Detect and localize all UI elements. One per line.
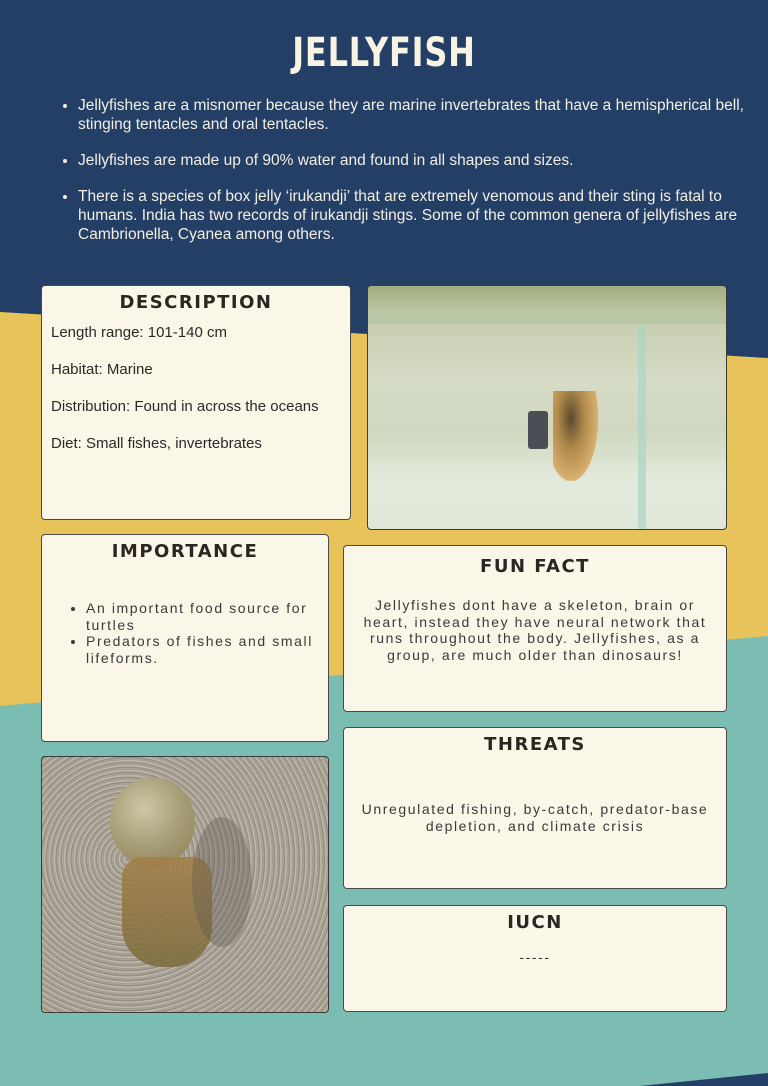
importance-heading: IMPORTANCE (111, 541, 259, 562)
description-distribution: Distribution: Found in across the oceans (51, 398, 319, 415)
intro-list (60, 96, 758, 261)
threats-card (343, 727, 727, 889)
intro-item: • Jellyfishes are a misnomer because they are marine invertebrates that have a hemispherical bell, stinging tentacles and oral tentacles. (78, 96, 758, 134)
threats-text: Unregulated fishing, by-catch, predator-base depletion, and climate crisis (361, 801, 709, 834)
iucn-card (343, 905, 727, 1012)
fun-fact-heading: FUN FACT (480, 556, 590, 577)
importance-item: • An important food source for turtles (86, 600, 318, 633)
fun-fact-text: Jellyfishes dont have a skeleton, brain or heart, instead they have neural network that runs throughout the body. Jellyfishes, as a group, are much older than dinosaurs! (363, 597, 707, 663)
description-length: Length range: 101-140 cm (51, 324, 227, 341)
intro-item: • There is a species of box jelly ‘irukandji’ that are extremely venomous and their sting is fatal to humans. India has two records of irukandji stings. Some of the common genera of jellyfishes are Cambrionella, Cyanea among others. (78, 187, 758, 244)
importance-item: • Predators of fishes and small lifeforms. (86, 633, 318, 666)
page-title: JELLYFISH (292, 30, 476, 76)
description-card (41, 285, 351, 520)
iucn-status: ----- (519, 949, 551, 965)
description-heading: DESCRIPTION (119, 292, 273, 313)
threats-heading: THREATS (484, 734, 586, 755)
iucn-heading: IUCN (507, 912, 563, 933)
jellyfish-beach-photo (41, 756, 329, 1013)
fun-fact-card (343, 545, 727, 712)
description-habitat: Habitat: Marine (51, 361, 153, 378)
jellyfish-tank-photo (367, 285, 727, 530)
intro-item: • Jellyfishes are made up of 90% water and found in all shapes and sizes. (78, 151, 758, 170)
description-diet: Diet: Small fishes, invertebrates (51, 435, 262, 452)
importance-card (41, 534, 329, 742)
